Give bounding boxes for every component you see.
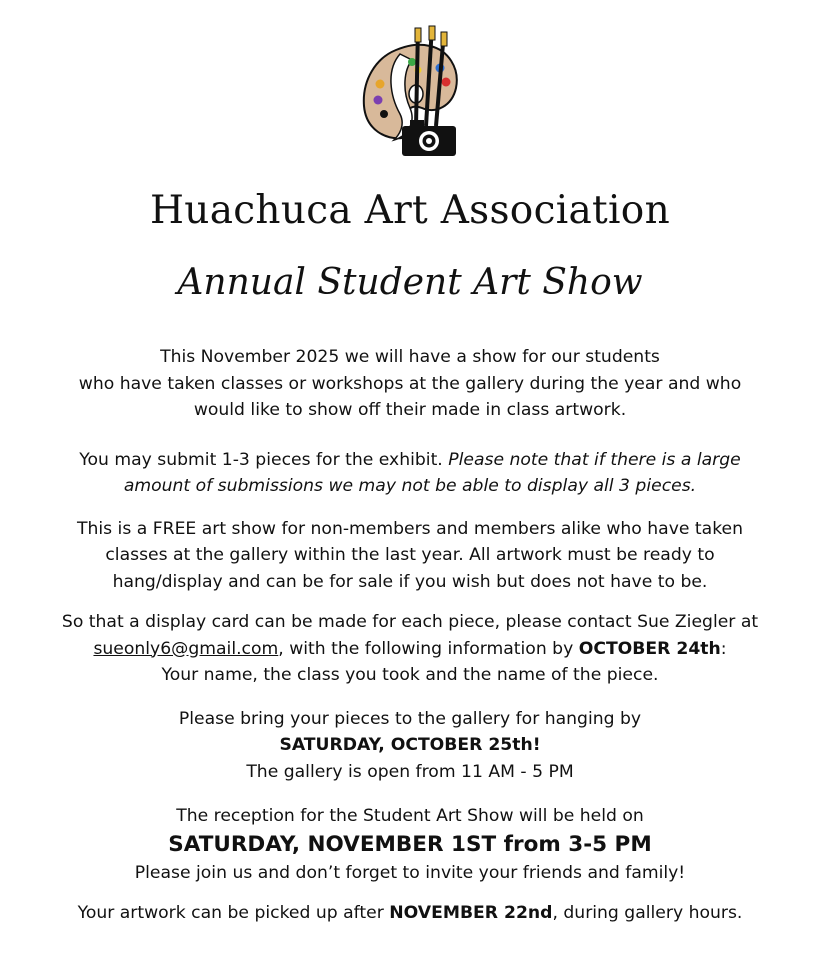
free-line: classes at the gallery within the last year. All artwork must be ready to [105,545,715,565]
hanging-line: Please bring your pieces to the gallery for hanging by [178,708,642,729]
art-palette-camera-logo [356,18,464,160]
pickup-paragraph [20,900,800,927]
reception-line: The reception for the Student Art Show will be held on [176,806,644,826]
contact-line: So that a display card can be made for each piece, please contact Sue Ziegler at [61,612,759,632]
intro-line: This November 2025 we will have a show for our students [160,347,660,367]
submit-text: You may submit 1-3 pieces for the exhibit. [79,449,449,470]
free-show-paragraph [20,516,800,596]
page-subtitle: Annual Student Art Show [177,262,643,303]
contact-colon: : [720,638,727,659]
palette-icon [356,18,464,160]
contact-line: , with the following information by [278,638,579,659]
gallery-hours: The gallery is open from 11 AM - 5 PM [246,761,574,782]
email-link[interactable]: sueonly6@gmail.com [93,638,279,659]
pickup-text: Your artwork can be picked up after [77,903,390,923]
flyer-body [20,344,800,927]
intro-paragraph [20,344,800,424]
hanging-date: SATURDAY, OCTOBER 25th! [279,735,541,755]
hanging-paragraph [20,706,800,786]
intro-line: who have taken classes or workshops at the gallery during the year and who [78,373,742,394]
reception-invite: Please join us and don’t forget to invite your friends and family! [134,862,686,883]
submit-note: amount of submissions we may not be able to display all 3 pieces. [123,476,697,496]
submit-paragraph [20,447,800,500]
page-title: Huachuca Art Association [149,188,670,233]
contact-paragraph [20,609,800,689]
free-line: This is a FREE art show for non-members and members alike who have taken [76,518,744,539]
intro-line: would like to show off their made in class artwork. [193,400,627,420]
pickup-date: NOVEMBER 22nd [389,903,553,923]
free-line: hang/display and can be for sale if you wish but does not have to be. [112,571,708,592]
reception-paragraph [20,803,800,886]
submit-note: Please note that if there is a large [448,449,741,470]
pickup-text: , during gallery hours. [552,903,743,923]
contact-line: Your name, the class you took and the name of the piece. [161,665,659,685]
deadline-date: OCTOBER 24th [578,638,721,659]
reception-date: SATURDAY, NOVEMBER 1ST from 3-5 PM [168,831,652,857]
